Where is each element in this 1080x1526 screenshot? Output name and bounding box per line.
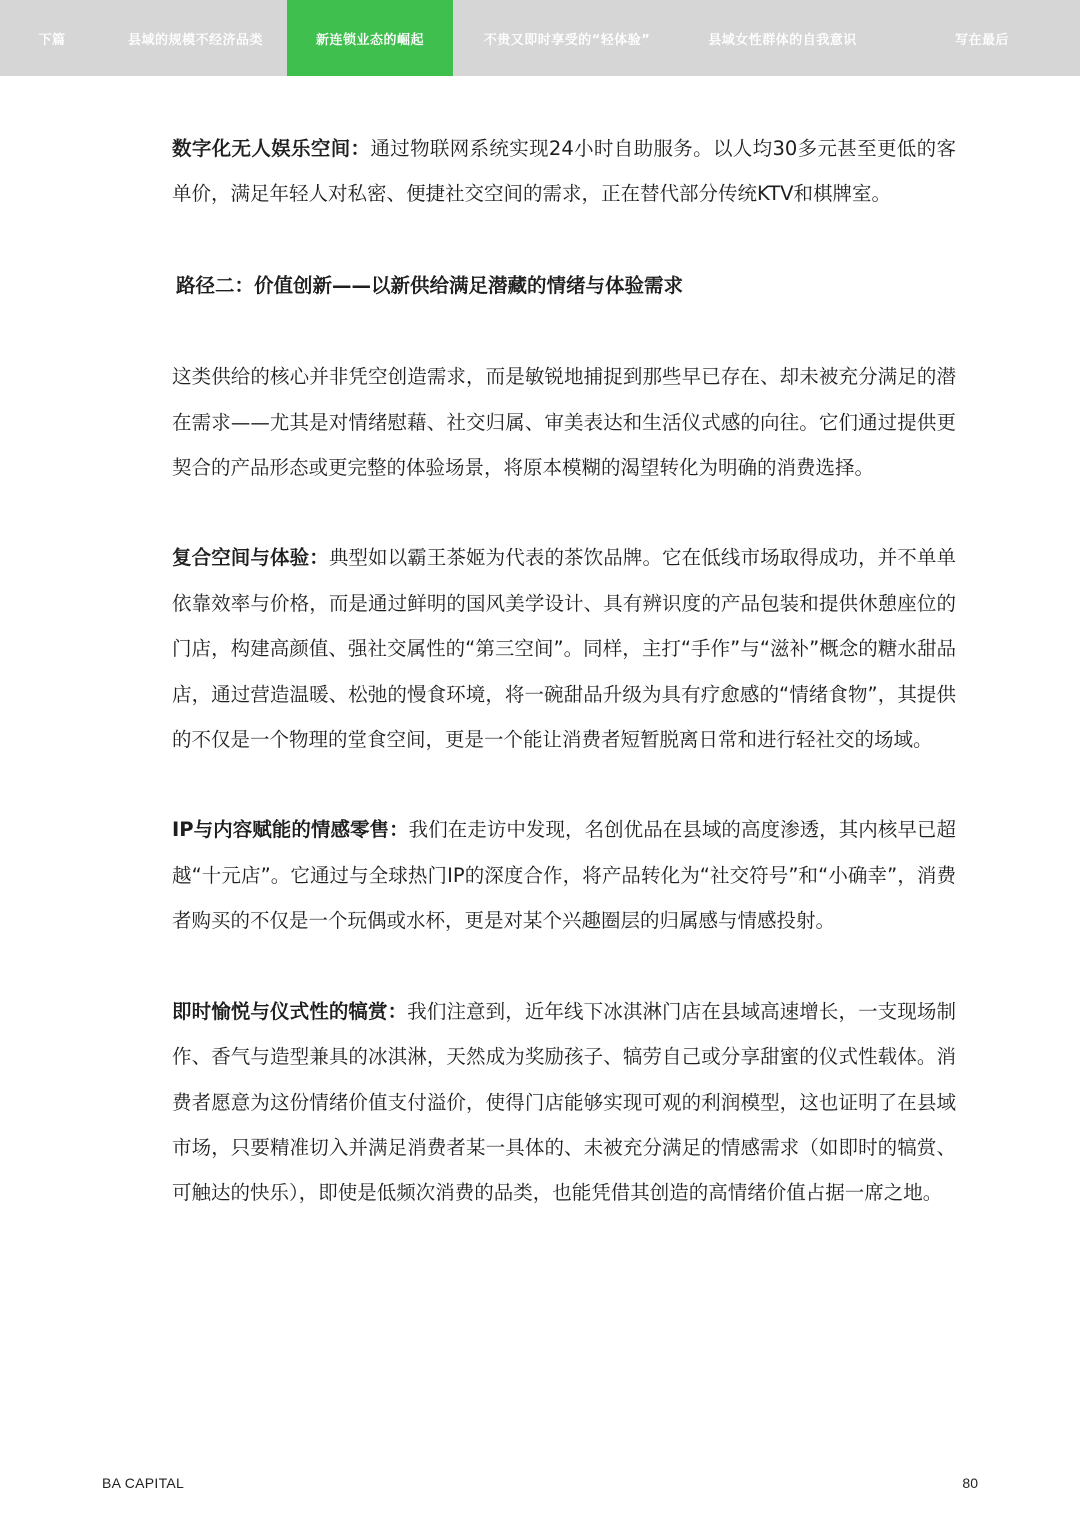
paragraph-label: 即时愉悦与仪式性的犒赏： (172, 999, 408, 1023)
paragraph-ip-retail (172, 807, 956, 943)
tab-new-chain-rise[interactable]: 新连锁业态的崛起 (287, 0, 453, 76)
paragraph-label: IP与内容赋能的情感零售： (172, 818, 409, 842)
paragraph-instant-reward (172, 989, 956, 1216)
page-number: 80 (962, 1475, 978, 1491)
paragraph-text: 典型如以霸王茶姬为代表的茶饮品牌。它在低线市场取得成功，并不单单依靠效率与价格，而是通过鲜明的国风美学设计、具有辨识度的产品包装和提供休憩座位的门店，构建高颜值、强社交属性的“第三空间”。同样，主打“手作”与“滋补”概念的糖水甜品店，通过营造温暖、松弛的慢食环境，将一碗甜品升级为具有疗愈感的“情绪食物”，其提供的不仅是一个物理的堂食空间，更是一个能让消费者短暂脱离日常和进行轻社交的场域。 (172, 546, 956, 752)
paragraph-composite-space (172, 535, 956, 762)
tab-part-two[interactable]: 下篇 (38, 32, 66, 48)
paragraph-label: 复合空间与体验： (172, 546, 329, 570)
article-body (172, 126, 956, 1216)
paragraph-intro: 这类供给的核心并非凭空创造需求，而是敏锐地捕捉到那些早已存在、却未被充分满足的潜在需求——尤其是对情绪慰藉、社交归属、审美表达和生活仪式感的向往。它们通过提供更契合的产品形态或更完整的体验场景，将原本模糊的渴望转化为明确的消费选择。 (172, 365, 956, 480)
section-heading: 路径二：价值创新——以新供给满足潜藏的情绪与体验需求 (176, 273, 684, 297)
paragraph-label: 数字化无人娱乐空间： (172, 137, 371, 160)
paragraph-text: 通过物联网系统实现24小时自助服务。以人均30多元甚至更低的客单价，满足年轻人对私密、便捷社交空间的需求，正在替代部分传统KTV和棋牌室。 (172, 137, 956, 206)
tab-light-experience[interactable]: 不贵又即时享受的“轻体验” (483, 32, 651, 48)
footer-brand: BA CAPITAL (102, 1475, 185, 1491)
top-navigation (0, 0, 1080, 76)
paragraph-digital-entertainment (172, 126, 956, 217)
paragraph-text: 我们注意到，近年线下冰淇淋门店在县域高速增长，一支现场制作、香气与造型兼具的冰淇淋，天然成为奖励孩子、犒劳自己或分享甜蜜的仪式性载体。消费者愿意为这份情绪价值支付溢价，使得门店能够实现可观的利润模型，这也证明了在县域市场，只要精准切入并满足消费者某一具体的、未被充分满足的情感需求（如即时的犒赏、可触达的快乐），即使是低频次消费的品类，也能凭借其创造的高情绪价值占据一席之地。 (172, 999, 956, 1205)
tab-closing-words[interactable]: 写在最后 (954, 32, 1009, 48)
tab-female-self-awareness[interactable]: 县域女性群体的自我意识 (708, 32, 857, 48)
paragraph-text: 我们在走访中发现，名创优品在县域的高度渗透，其内核早已超越“十元店”。它通过与全球热门IP的深度合作，将产品转化为“社交符号”和“小确幸”，消费者购买的不仅是一个玩偶或水杯，更是对某个兴趣圈层的归属感与情感投射。 (172, 818, 956, 933)
tab-county-diseconomies[interactable]: 县域的规模不经济品类 (127, 32, 263, 48)
